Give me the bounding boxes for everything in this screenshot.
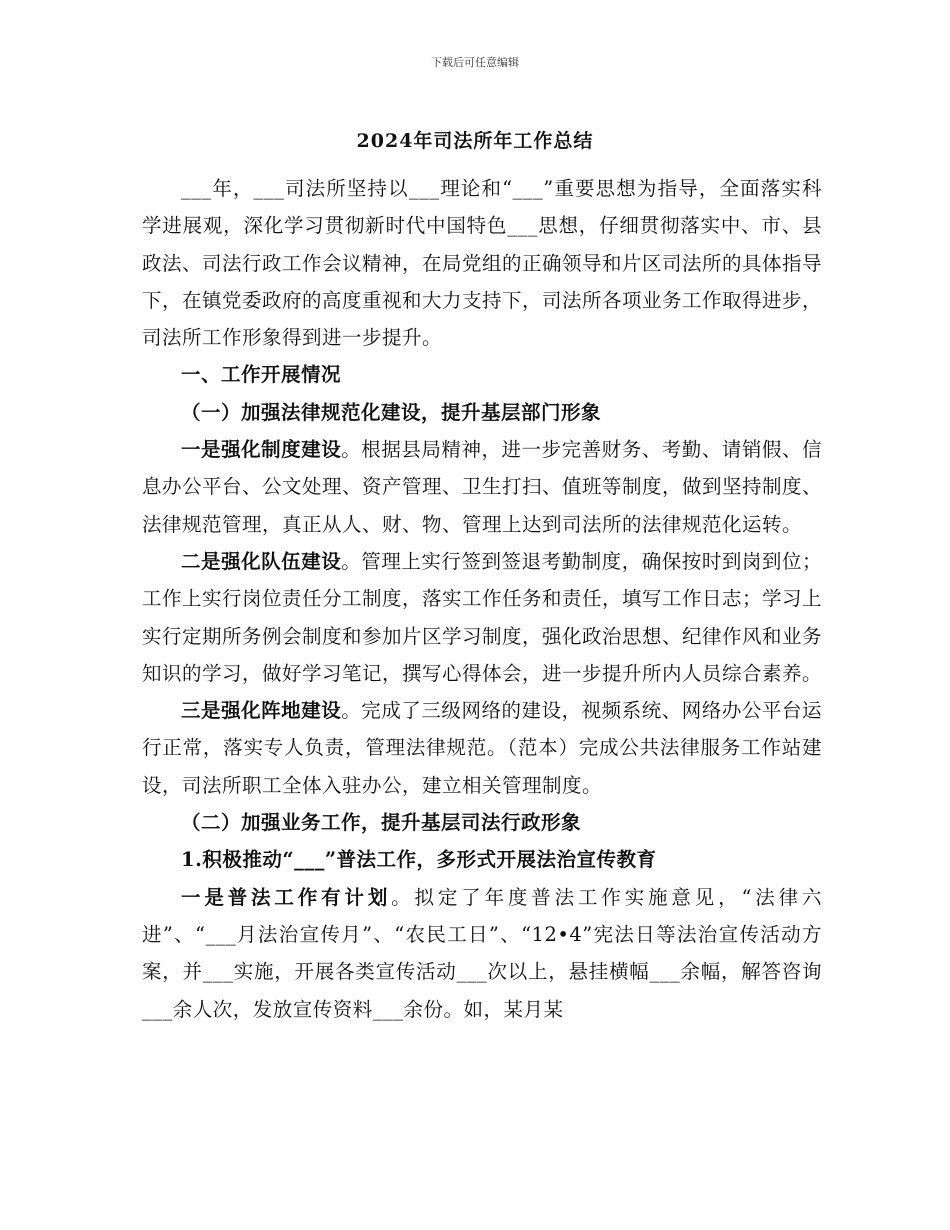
intro-paragraph: [142, 170, 822, 356]
paragraph-text: 。完成了三级网络的建设，视频系统、网络办公平台运行正常，落实专人负责，管理法律规范。（范本）完成公共法律服务工作站建设，司法所职工全体入驻办公，建立相关管理制度。: [142, 699, 822, 797]
paragraph-text: 。拟定了年度普法工作实施意见，“法律六进”、“___月法治宣传月”、“农民工日”、“12•4”宪法日等法治宣传活动方案，并___实施，开展各类宣传活动___次以上，悬挂横幅___余幅，解答咨询___余人次，发放宣传资料___余份。如，某月某: [142, 885, 822, 1021]
subsection-heading: [142, 841, 822, 878]
heading-text: 1.积极推动“___”普法工作，多形式开展法治宣传教育: [181, 848, 657, 872]
list-paragraph: [142, 431, 822, 543]
heading-text: 一、工作开展情况: [181, 363, 342, 387]
document-title: 2024年司法所年工作总结: [356, 130, 594, 152]
page-header: 下载后可任意编辑: [431, 56, 519, 69]
paragraph-lead: 三是强化阵地建设: [181, 699, 342, 723]
list-paragraph: [142, 692, 822, 804]
paragraph-lead: 二是强化队伍建设: [181, 549, 342, 573]
list-paragraph: [142, 543, 822, 692]
paragraph-text: 。管理上实行签到签退考勤制度，确保按时到岗到位；工作上实行岗位责任分工制度，落实工作任务和责任，填写工作日志；学习上实行定期所务例会制度和参加片区学习制度，强化政治思想、纪律作风和业务知识的学习，做好学习笔记，撰写心得体会，进一步提升所内人员综合素养。: [142, 549, 823, 685]
paragraph-lead: 一是强化制度建设: [181, 438, 342, 462]
heading-text: （一）加强法律规范化建设，提升基层部门形象: [181, 400, 602, 424]
section-heading: [142, 356, 822, 393]
heading-text: （二）加强业务工作，提升基层司法行政形象: [181, 811, 582, 835]
list-paragraph: [142, 879, 822, 1028]
subsection-heading: [142, 394, 822, 431]
subsection-heading: [142, 804, 822, 841]
paragraph-text: 。根据县局精神，进一步完善财务、考勤、请销假、信息办公平台、公文处理、资产管理、卫生打扫、值班等制度，做到坚持制度、法律规范管理，真正从人、财、物、管理上达到司法所的法律规范化运转。: [142, 438, 823, 536]
paragraph-text: ___年，___司法所坚持以___理论和“___”重要思想为指导，全面落实科学进展观，深化学习贯彻新时代中国特色___思想，仔细贯彻落实中、市、县政法、司法行政工作会议精神，在局党组的正确领导和片区司法所的具体指导下，在镇党委政府的高度重视和大力支持下，司法所各项业务工作取得进步，司法所工作形象得到进一步提升。: [142, 177, 823, 350]
paragraph-lead: 一是普法工作有计划: [181, 885, 392, 909]
document-body: [142, 170, 822, 1028]
